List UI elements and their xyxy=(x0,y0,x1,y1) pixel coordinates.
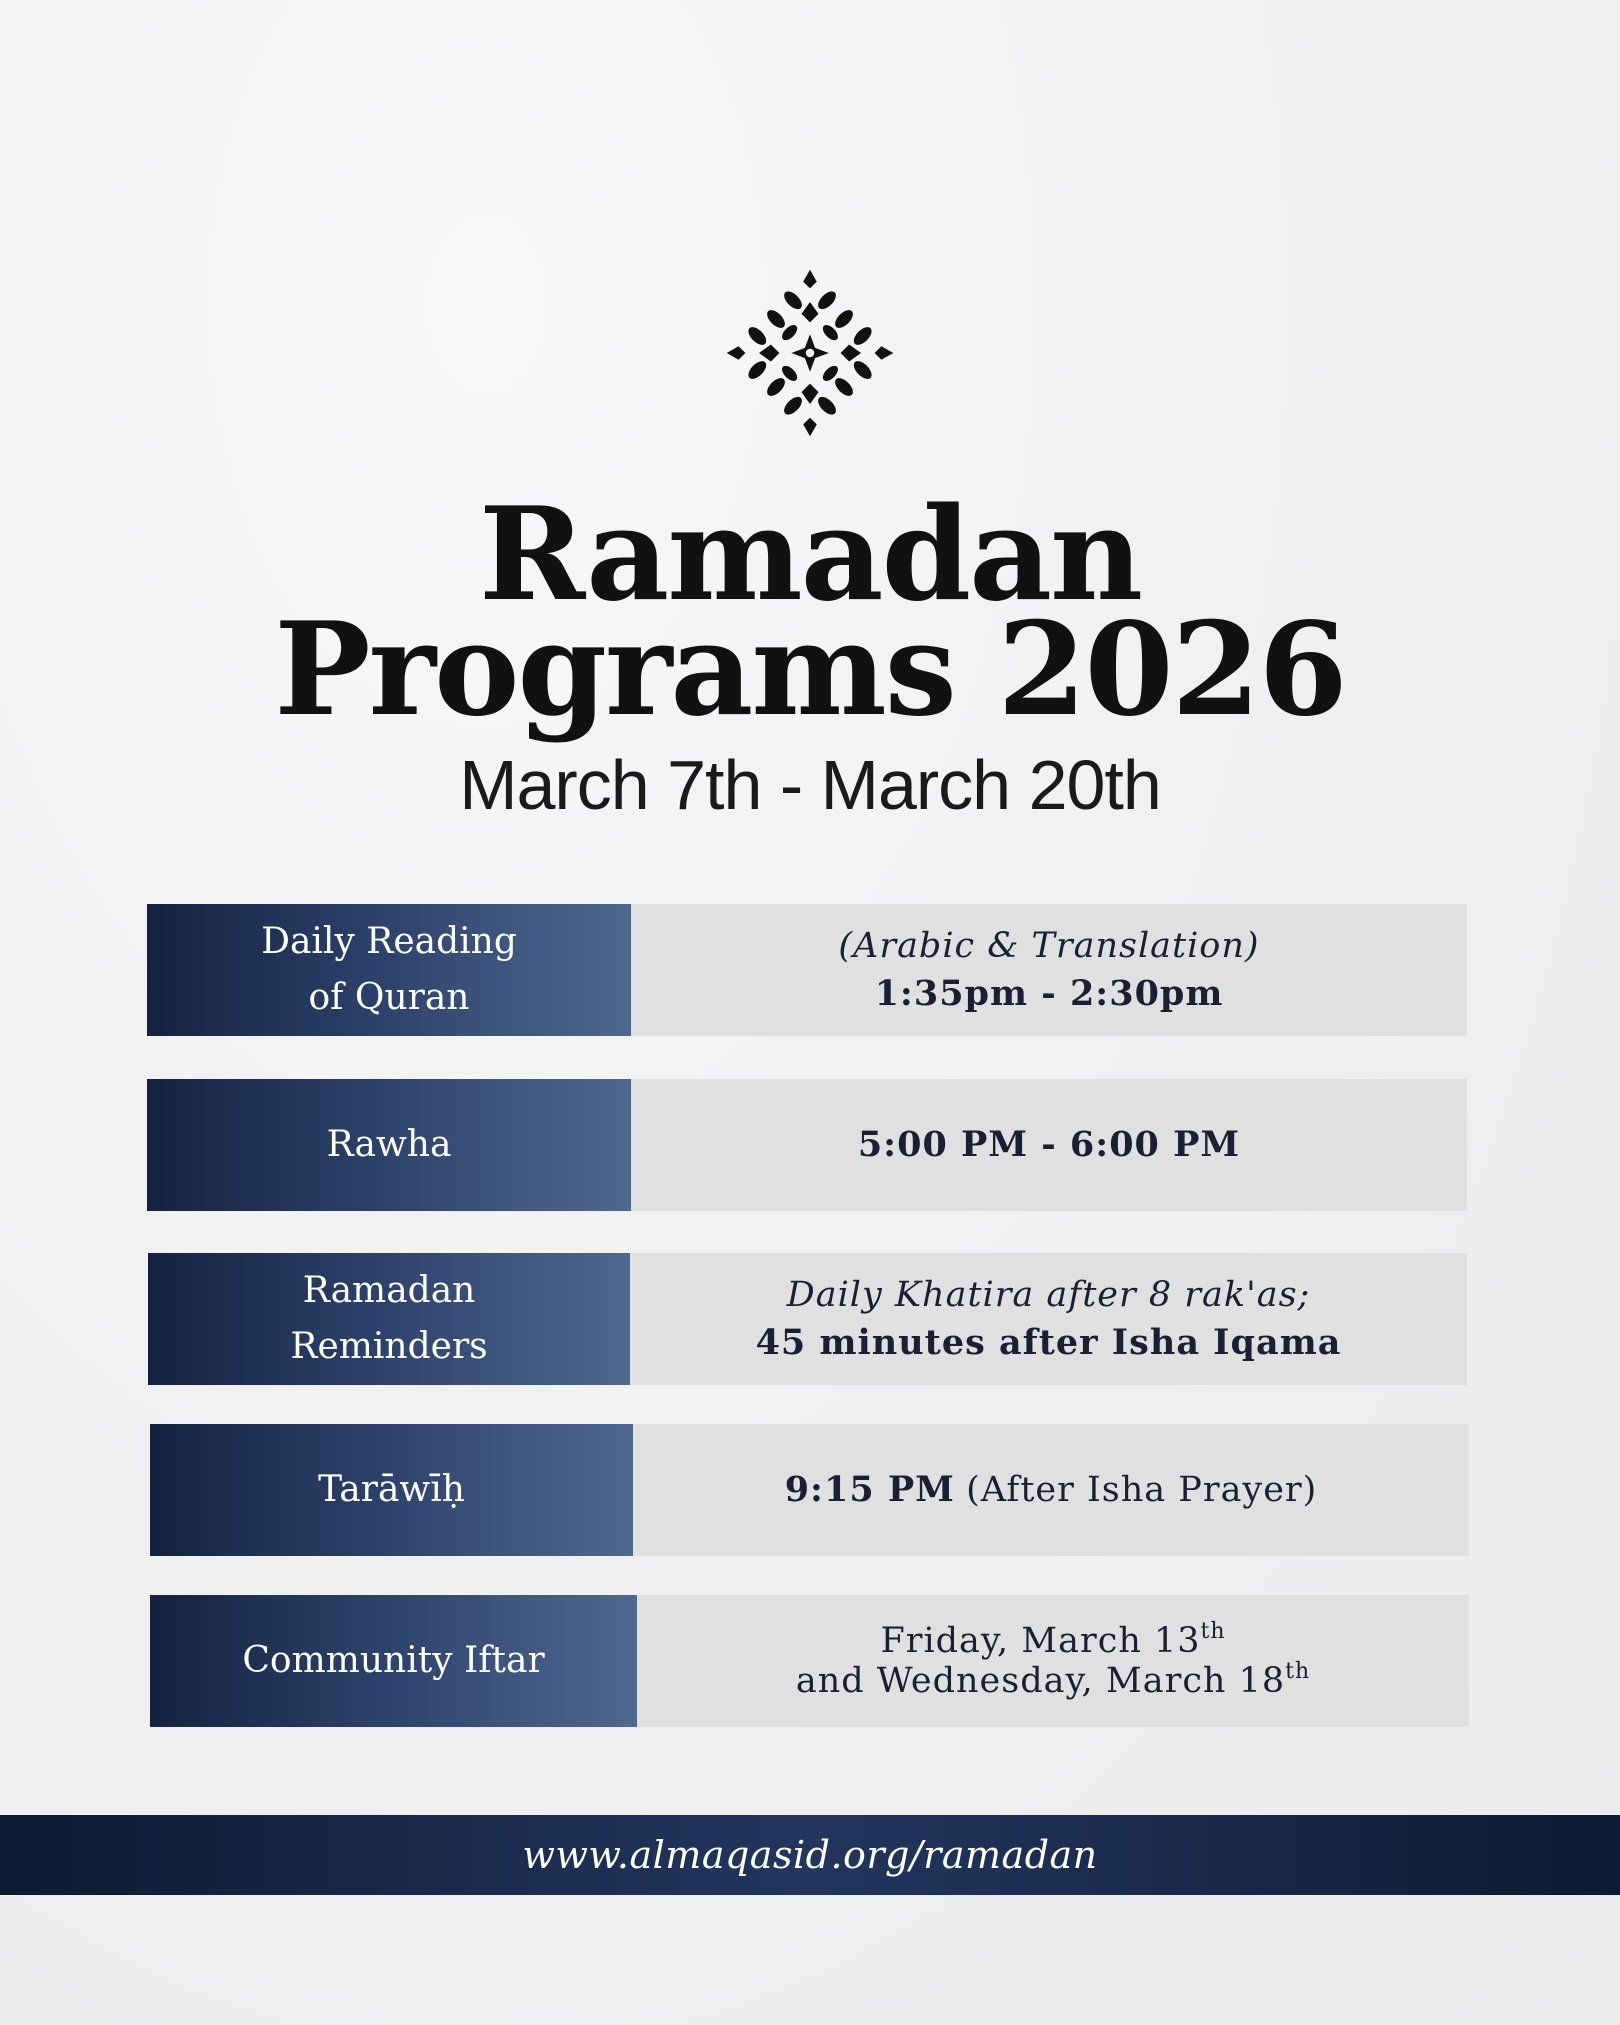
program-name-cell xyxy=(148,1253,630,1385)
program-name-line1: Ramadan xyxy=(302,1270,476,1311)
program-detail-cell xyxy=(631,1079,1467,1211)
program-row-tarawih xyxy=(150,1424,1469,1556)
program-row-quran xyxy=(147,904,1467,1036)
program-name-cell xyxy=(147,904,631,1036)
date2-text: and Wednesday, March 18 xyxy=(795,1661,1286,1701)
islamic-geometric-star-icon xyxy=(725,268,895,438)
program-name: Rawha xyxy=(326,1124,452,1165)
program-detail-time: 45 minutes after Isha Iqama xyxy=(755,1322,1342,1363)
program-detail-note: (After Isha Prayer) xyxy=(966,1470,1318,1510)
program-detail-cell xyxy=(630,1253,1467,1385)
program-name-line2: of Quran xyxy=(308,977,470,1018)
program-row-reminders xyxy=(148,1253,1467,1385)
program-detail-time: 9:15 PM xyxy=(784,1469,955,1510)
program-name-line1: Daily Reading xyxy=(261,921,517,962)
date-range: March 7th - March 20th xyxy=(459,746,1161,824)
program-name-line2: Reminders xyxy=(290,1326,488,1367)
date2-ordinal: th xyxy=(1285,1659,1311,1684)
program-row-rawha xyxy=(147,1079,1467,1211)
program-detail-note: Daily Khatira after 8 rak'as; xyxy=(786,1275,1311,1315)
program-detail-note: (Arabic & Translation) xyxy=(838,926,1260,966)
program-detail-time: 5:00 PM - 6:00 PM xyxy=(857,1124,1241,1165)
program-detail-cell xyxy=(637,1595,1469,1727)
footer-bar xyxy=(0,1815,1620,1895)
date1-ordinal: th xyxy=(1200,1619,1226,1644)
program-name: Community Iftar xyxy=(242,1640,545,1681)
program-detail-cell xyxy=(631,904,1467,1036)
program-detail-cell xyxy=(633,1424,1469,1556)
program-name-cell xyxy=(147,1079,631,1211)
program-detail-date1 xyxy=(880,1621,1225,1661)
program-detail-time: 1:35pm - 2:30pm xyxy=(874,973,1224,1014)
program-name-cell xyxy=(150,1595,637,1727)
program-name-cell xyxy=(150,1424,633,1556)
program-name: Tarāwīḥ xyxy=(318,1469,465,1510)
program-row-iftar xyxy=(150,1595,1469,1727)
program-detail-date2 xyxy=(796,1661,1310,1701)
page-title-line1: Ramadan xyxy=(478,480,1142,630)
date1-text: Friday, March 13 xyxy=(880,1621,1201,1661)
page-title-line2: Programs 2026 xyxy=(274,595,1346,745)
website-link[interactable]: www.almaqasid.org/ramadan xyxy=(522,1833,1098,1877)
